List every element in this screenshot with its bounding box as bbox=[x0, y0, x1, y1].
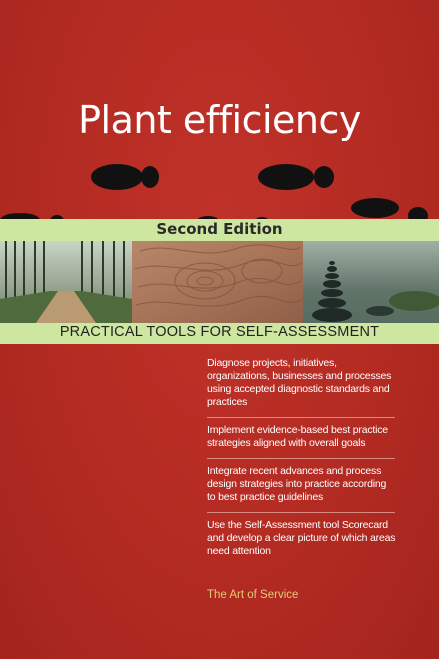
divider bbox=[207, 512, 395, 513]
photo-strip bbox=[0, 241, 439, 323]
forest-photo bbox=[0, 241, 132, 323]
divider bbox=[207, 458, 395, 459]
bullet-item: Implement evidence-based best practice strategies aligned with overall goals bbox=[207, 424, 388, 449]
publisher-name: The Art of Service bbox=[207, 589, 299, 601]
bullet-item: Diagnose projects, initiatives, organizations, businesses and processes using accepted diagnostic standards and practices bbox=[207, 357, 392, 408]
divider bbox=[207, 417, 395, 418]
footprint-sole bbox=[91, 164, 143, 190]
wood-photo bbox=[132, 241, 303, 323]
footprint-heel bbox=[141, 166, 159, 188]
bullet-item: Integrate recent advances and process design strategies into practice according to best practice guidelines bbox=[207, 465, 387, 503]
cover-subtitle: PRACTICAL TOOLS FOR SELF-ASSESSMENT bbox=[59, 324, 380, 340]
footprint-sole bbox=[258, 164, 314, 190]
footprints-decoration bbox=[0, 150, 439, 230]
footprint-heel bbox=[314, 166, 334, 188]
footprint-partial bbox=[351, 198, 399, 218]
edition-label: Second Edition bbox=[156, 220, 283, 238]
stones-photo bbox=[303, 241, 439, 323]
bullet-item: Use the Self-Assessment tool Scorecard and develop a clear picture of which areas need attention bbox=[207, 519, 396, 557]
cover-title: Plant efficiency bbox=[78, 98, 361, 142]
bullet-list bbox=[207, 357, 397, 558]
